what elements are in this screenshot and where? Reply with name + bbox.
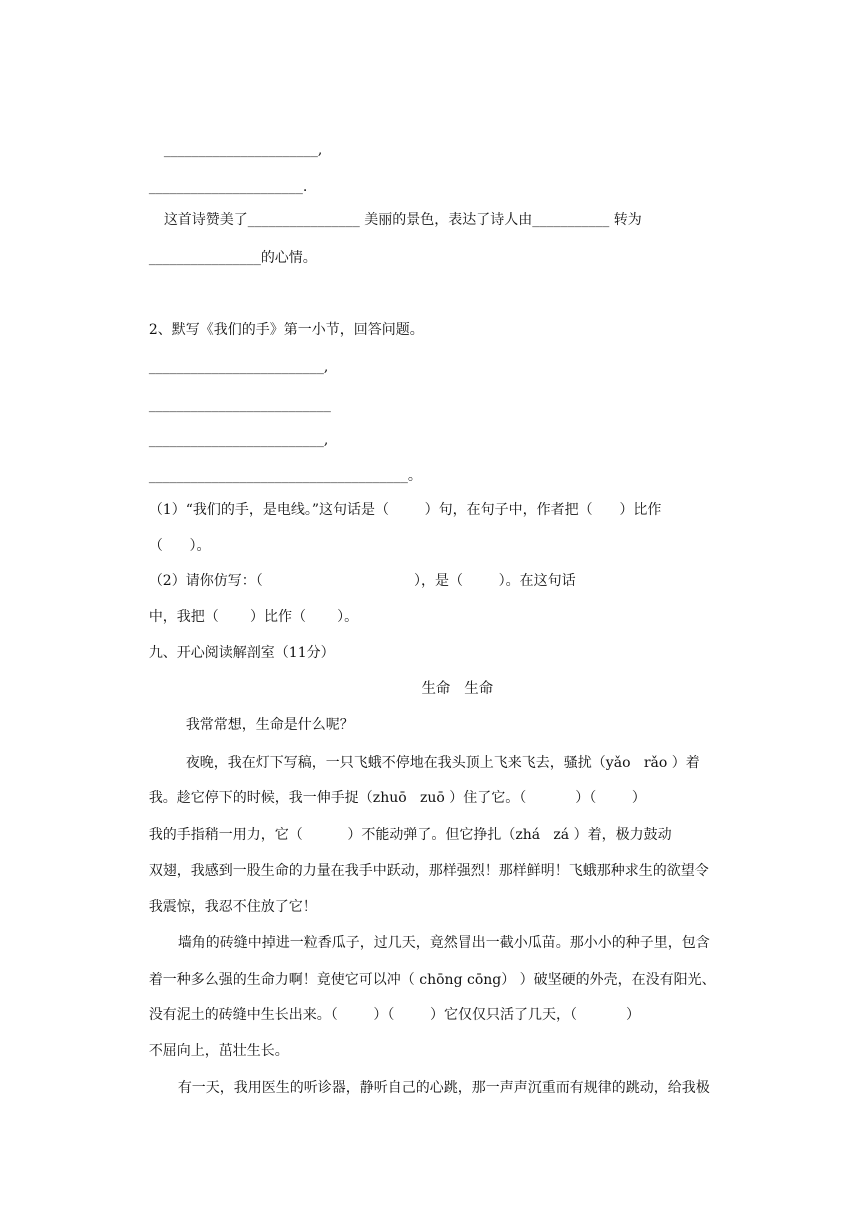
poem-question-line-2: ________________的心情。 <box>148 250 317 266</box>
passage-line-8: 着一种多么强的生命力啊！竟使它可以冲（ chōng cōng） ）破坚硬的外壳，在没有阳光、 <box>148 972 716 988</box>
passage-line-9: 没有泥土的砖缝中生长出来。（ ）（ ）它仅仅只活了几天，（ ） <box>148 1007 640 1023</box>
passage-title: 生命 生命 <box>421 681 494 697</box>
answer-line-2: ______________________. <box>148 179 308 195</box>
passage-line-1: 我常常想，生命是什么呢？ <box>185 717 354 733</box>
subquestion-1-line-2: （ ）。 <box>148 538 211 554</box>
passage-line-2: 夜晚，我在灯下写稿，一只飞蛾不停地在我头顶上飞来飞去，骚扰（yǎo rǎo ）着 <box>185 755 700 771</box>
question-2-heading: 2、默写《我们的手》第一小节，回答问题。 <box>148 322 424 338</box>
passage-line-4: 我的手指稍一用力，它（ ）不能动弹了。但它挣扎（zhá zá ）着，极力鼓动 <box>148 827 672 843</box>
passage-line-6: 我震惊，我忍不住放了它！ <box>148 899 317 915</box>
answer-line-5: _________________________, <box>148 432 329 448</box>
subquestion-2-line-1: （2）请你仿写：（ ），是（ ）。在这句话 <box>148 573 576 589</box>
answer-line-3: _________________________, <box>148 359 329 375</box>
passage-line-11: 有一天，我用医生的听诊器，静听自己的心跳，那一声声沉重而有规律的跳动，给我极 <box>177 1080 710 1096</box>
poem-question-line-1: 这首诗赞美了________________ 美丽的景色，表达了诗人由___________ 转为 <box>163 212 642 228</box>
passage-line-5: 双翅，我感到一股生命的力量在我手中跃动，那样强烈！那样鲜明！飞蛾那种求生的欲望令 <box>148 863 709 879</box>
answer-line-1: ______________________, <box>163 142 323 158</box>
answer-line-6: _____________________________________。 <box>148 468 422 484</box>
subquestion-2-line-2: 中，我把（ ）比作（ ）。 <box>148 609 359 625</box>
passage-line-7: 墙角的砖缝中掉进一粒香瓜子，过几天，竟然冒出一截小瓜苗。那小小的种子里，包含 <box>177 935 710 951</box>
answer-line-4: __________________________ <box>148 397 331 413</box>
passage-line-3: 我。趁它停下的时候，我一伸手捉（zhuō zuō ）住了它。（ ）（ ） <box>148 790 646 806</box>
section-9-heading: 九、开心阅读解剖室（11分） <box>148 645 335 661</box>
passage-line-10: 不屈向上，茁壮生长。 <box>148 1043 289 1059</box>
subquestion-1-line-1: （1）“我们的手，是电线。”这句话是（ ）句，在句子中，作者把（ ）比作 <box>148 502 662 518</box>
